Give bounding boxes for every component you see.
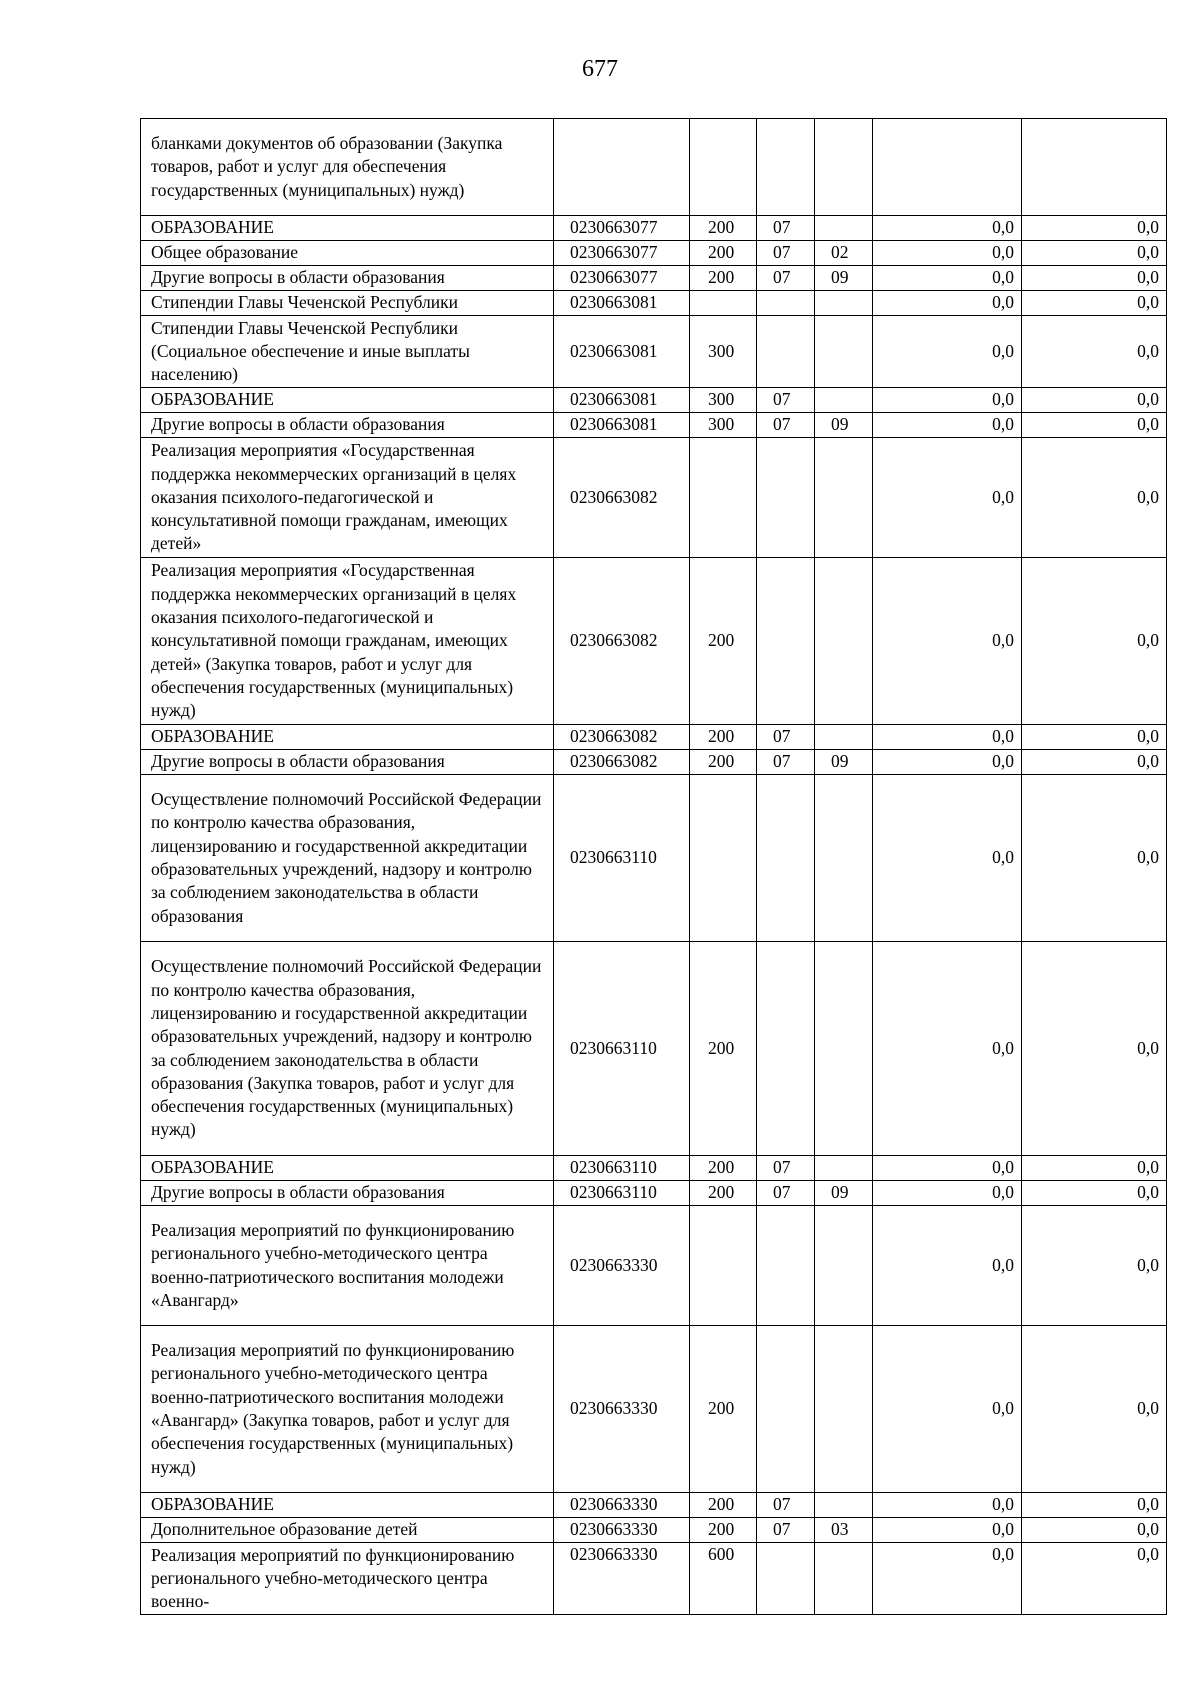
row-amount-1-cell: 0,0 bbox=[873, 1493, 1022, 1518]
table-row bbox=[141, 119, 1167, 216]
table-row bbox=[141, 1156, 1167, 1181]
row-amount-1-cell: 0,0 bbox=[873, 942, 1022, 1156]
row-section-cell: 07 bbox=[757, 1181, 815, 1206]
row-section-cell bbox=[757, 775, 815, 942]
row-amount-2-cell: 0,0 bbox=[1022, 1181, 1167, 1206]
table-row bbox=[141, 413, 1167, 438]
row-expense-type-cell: 200 bbox=[690, 1518, 757, 1543]
row-code-cell: 0230663081 bbox=[554, 413, 690, 438]
row-name-cell: бланками документов об образовании (Закупка товаров, работ и услуг для обеспечения государственных (муниципальных) нужд) bbox=[141, 119, 554, 216]
row-name-cell: ОБРАЗОВАНИЕ bbox=[141, 216, 554, 241]
row-expense-type-cell: 200 bbox=[690, 942, 757, 1156]
table-row bbox=[141, 750, 1167, 775]
row-code-cell: 0230663110 bbox=[554, 1156, 690, 1181]
row-expense-type-cell: 200 bbox=[690, 266, 757, 291]
row-section-cell: 07 bbox=[757, 1518, 815, 1543]
row-section-cell: 07 bbox=[757, 388, 815, 413]
table-row bbox=[141, 1206, 1167, 1326]
row-section-cell: 07 bbox=[757, 216, 815, 241]
row-section-cell: 07 bbox=[757, 413, 815, 438]
table-row bbox=[141, 266, 1167, 291]
row-subsection-cell bbox=[815, 316, 873, 388]
row-amount-1-cell: 0,0 bbox=[873, 750, 1022, 775]
row-code-cell: 0230663330 bbox=[554, 1326, 690, 1493]
row-amount-1-cell: 0,0 bbox=[873, 241, 1022, 266]
row-amount-1-cell: 0,0 bbox=[873, 1326, 1022, 1493]
table-row bbox=[141, 316, 1167, 388]
row-expense-type-cell: 200 bbox=[690, 1181, 757, 1206]
table-row bbox=[141, 438, 1167, 558]
row-section-cell bbox=[757, 1206, 815, 1326]
row-expense-type-cell bbox=[690, 775, 757, 942]
row-amount-2-cell bbox=[1022, 119, 1167, 216]
row-subsection-cell bbox=[815, 775, 873, 942]
row-amount-1-cell: 0,0 bbox=[873, 725, 1022, 750]
row-code-cell: 0230663330 bbox=[554, 1493, 690, 1518]
row-code-cell: 0230663081 bbox=[554, 316, 690, 388]
row-amount-2-cell: 0,0 bbox=[1022, 1206, 1167, 1326]
row-name-cell: Стипендии Главы Чеченской Республики bbox=[141, 291, 554, 316]
table-row bbox=[141, 1543, 1167, 1615]
page-number: 677 bbox=[582, 56, 618, 82]
row-subsection-cell bbox=[815, 725, 873, 750]
table-row bbox=[141, 1181, 1167, 1206]
budget-table bbox=[140, 118, 1167, 1615]
row-code-cell: 0230663330 bbox=[554, 1543, 690, 1615]
row-section-cell bbox=[757, 316, 815, 388]
row-section-cell: 07 bbox=[757, 1156, 815, 1181]
row-expense-type-cell: 200 bbox=[690, 241, 757, 266]
row-name-cell: ОБРАЗОВАНИЕ bbox=[141, 1493, 554, 1518]
row-name-cell: Реализация мероприятий по функционированию регионального учебно-методического центра военно-патриотического воспитания молодежи «Авангард» bbox=[141, 1206, 554, 1326]
row-name-cell: Осуществление полномочий Российской Федерации по контролю качества образования, лицензированию и государственной аккредитации образовательных учреждений, надзору и контролю за соблюдением законодательства в области образования (Закупка товаров, работ и услуг для обеспечения государственных (муниципальных) нужд) bbox=[141, 942, 554, 1156]
row-expense-type-cell bbox=[690, 291, 757, 316]
row-amount-1-cell: 0,0 bbox=[873, 438, 1022, 558]
table-row bbox=[141, 241, 1167, 266]
row-amount-2-cell: 0,0 bbox=[1022, 750, 1167, 775]
row-amount-1-cell: 0,0 bbox=[873, 775, 1022, 942]
row-name-cell: Общее образование bbox=[141, 241, 554, 266]
row-expense-type-cell: 300 bbox=[690, 388, 757, 413]
row-section-cell bbox=[757, 1326, 815, 1493]
row-subsection-cell bbox=[815, 119, 873, 216]
row-amount-2-cell: 0,0 bbox=[1022, 1493, 1167, 1518]
row-code-cell: 0230663110 bbox=[554, 1181, 690, 1206]
row-subsection-cell bbox=[815, 1543, 873, 1615]
row-amount-2-cell: 0,0 bbox=[1022, 291, 1167, 316]
table-row bbox=[141, 388, 1167, 413]
row-section-cell: 07 bbox=[757, 725, 815, 750]
row-name-cell: Реализация мероприятия «Государственная поддержка некоммерческих организаций в целях оказания психолого-педагогической и консультативной помощи гражданам, имеющих детей» bbox=[141, 438, 554, 558]
row-amount-1-cell: 0,0 bbox=[873, 413, 1022, 438]
row-name-cell: ОБРАЗОВАНИЕ bbox=[141, 725, 554, 750]
row-amount-2-cell: 0,0 bbox=[1022, 316, 1167, 388]
row-amount-2-cell: 0,0 bbox=[1022, 558, 1167, 725]
row-expense-type-cell: 300 bbox=[690, 316, 757, 388]
row-subsection-cell: 09 bbox=[815, 266, 873, 291]
row-amount-2-cell: 0,0 bbox=[1022, 216, 1167, 241]
row-code-cell: 0230663330 bbox=[554, 1518, 690, 1543]
table-row bbox=[141, 1518, 1167, 1543]
row-section-cell: 07 bbox=[757, 1493, 815, 1518]
row-amount-1-cell: 0,0 bbox=[873, 216, 1022, 241]
row-amount-1-cell: 0,0 bbox=[873, 388, 1022, 413]
row-name-cell: Стипендии Главы Чеченской Республики (Социальное обеспечение и иные выплаты населению) bbox=[141, 316, 554, 388]
row-expense-type-cell: 200 bbox=[690, 1326, 757, 1493]
row-expense-type-cell: 300 bbox=[690, 413, 757, 438]
row-code-cell: 0230663077 bbox=[554, 266, 690, 291]
row-expense-type-cell: 200 bbox=[690, 1156, 757, 1181]
row-expense-type-cell bbox=[690, 119, 757, 216]
row-subsection-cell: 09 bbox=[815, 1181, 873, 1206]
row-amount-2-cell: 0,0 bbox=[1022, 266, 1167, 291]
row-name-cell: ОБРАЗОВАНИЕ bbox=[141, 1156, 554, 1181]
row-code-cell: 0230663082 bbox=[554, 438, 690, 558]
row-amount-1-cell: 0,0 bbox=[873, 1518, 1022, 1543]
row-amount-2-cell: 0,0 bbox=[1022, 942, 1167, 1156]
row-name-cell: Реализация мероприятий по функционированию регионального учебно-методического центра военно-патриотического воспитания молодежи «Авангард» (Закупка товаров, работ и услуг для обеспечения государственных (муниципальных) нужд) bbox=[141, 1326, 554, 1493]
row-amount-2-cell: 0,0 bbox=[1022, 241, 1167, 266]
table-row bbox=[141, 775, 1167, 942]
row-subsection-cell bbox=[815, 1493, 873, 1518]
row-amount-2-cell: 0,0 bbox=[1022, 388, 1167, 413]
row-amount-2-cell: 0,0 bbox=[1022, 1518, 1167, 1543]
row-amount-1-cell: 0,0 bbox=[873, 1181, 1022, 1206]
row-subsection-cell: 03 bbox=[815, 1518, 873, 1543]
row-subsection-cell: 02 bbox=[815, 241, 873, 266]
row-name-cell: Другие вопросы в области образования bbox=[141, 1181, 554, 1206]
row-amount-1-cell: 0,0 bbox=[873, 558, 1022, 725]
table-row bbox=[141, 1326, 1167, 1493]
row-section-cell: 07 bbox=[757, 241, 815, 266]
row-section-cell bbox=[757, 942, 815, 1156]
row-section-cell bbox=[757, 438, 815, 558]
table-row bbox=[141, 558, 1167, 725]
row-amount-2-cell: 0,0 bbox=[1022, 1156, 1167, 1181]
row-subsection-cell: 09 bbox=[815, 413, 873, 438]
row-section-cell bbox=[757, 291, 815, 316]
row-code-cell: 0230663082 bbox=[554, 558, 690, 725]
row-name-cell: Реализация мероприятий по функционированию регионального учебно-методического центра военно- bbox=[141, 1543, 554, 1615]
row-amount-1-cell: 0,0 bbox=[873, 266, 1022, 291]
row-subsection-cell bbox=[815, 216, 873, 241]
row-amount-2-cell: 0,0 bbox=[1022, 775, 1167, 942]
row-expense-type-cell: 600 bbox=[690, 1543, 757, 1615]
row-code-cell: 0230663082 bbox=[554, 750, 690, 775]
row-section-cell bbox=[757, 1543, 815, 1615]
row-amount-1-cell: 0,0 bbox=[873, 1206, 1022, 1326]
row-amount-1-cell: 0,0 bbox=[873, 1543, 1022, 1615]
row-expense-type-cell: 200 bbox=[690, 558, 757, 725]
row-code-cell: 0230663082 bbox=[554, 725, 690, 750]
row-amount-1-cell: 0,0 bbox=[873, 316, 1022, 388]
row-code-cell: 0230663330 bbox=[554, 1206, 690, 1326]
table-row bbox=[141, 216, 1167, 241]
row-subsection-cell bbox=[815, 558, 873, 725]
row-section-cell bbox=[757, 119, 815, 216]
table-row bbox=[141, 291, 1167, 316]
row-section-cell: 07 bbox=[757, 266, 815, 291]
table-row bbox=[141, 942, 1167, 1156]
row-expense-type-cell: 200 bbox=[690, 725, 757, 750]
row-subsection-cell bbox=[815, 291, 873, 316]
table-row bbox=[141, 1493, 1167, 1518]
row-name-cell: Другие вопросы в области образования bbox=[141, 413, 554, 438]
row-amount-2-cell: 0,0 bbox=[1022, 725, 1167, 750]
row-name-cell: Реализация мероприятия «Государственная поддержка некоммерческих организаций в целях оказания психолого-педагогической и консультативной помощи гражданам, имеющих детей» (Закупка товаров, работ и услуг для обеспечения государственных (муниципальных) нужд) bbox=[141, 558, 554, 725]
row-amount-1-cell bbox=[873, 119, 1022, 216]
row-subsection-cell bbox=[815, 1326, 873, 1493]
row-amount-1-cell: 0,0 bbox=[873, 1156, 1022, 1181]
row-code-cell: 0230663081 bbox=[554, 388, 690, 413]
row-section-cell: 07 bbox=[757, 750, 815, 775]
row-subsection-cell bbox=[815, 1206, 873, 1326]
row-name-cell: Другие вопросы в области образования bbox=[141, 750, 554, 775]
row-code-cell: 0230663077 bbox=[554, 241, 690, 266]
row-code-cell: 0230663081 bbox=[554, 291, 690, 316]
row-expense-type-cell: 200 bbox=[690, 216, 757, 241]
row-name-cell: Другие вопросы в области образования bbox=[141, 266, 554, 291]
row-subsection-cell bbox=[815, 942, 873, 1156]
row-expense-type-cell: 200 bbox=[690, 1493, 757, 1518]
row-expense-type-cell: 200 bbox=[690, 750, 757, 775]
table-row bbox=[141, 725, 1167, 750]
row-amount-2-cell: 0,0 bbox=[1022, 1326, 1167, 1493]
row-name-cell: ОБРАЗОВАНИЕ bbox=[141, 388, 554, 413]
row-code-cell: 0230663077 bbox=[554, 216, 690, 241]
row-subsection-cell bbox=[815, 1156, 873, 1181]
row-code-cell bbox=[554, 119, 690, 216]
row-code-cell: 0230663110 bbox=[554, 942, 690, 1156]
row-code-cell: 0230663110 bbox=[554, 775, 690, 942]
row-amount-2-cell: 0,0 bbox=[1022, 1543, 1167, 1615]
row-subsection-cell bbox=[815, 388, 873, 413]
row-expense-type-cell bbox=[690, 438, 757, 558]
row-name-cell: Осуществление полномочий Российской Федерации по контролю качества образования, лицензированию и государственной аккредитации образовательных учреждений, надзору и контролю за соблюдением законодательства в области образования bbox=[141, 775, 554, 942]
row-expense-type-cell bbox=[690, 1206, 757, 1326]
row-name-cell: Дополнительное образование детей bbox=[141, 1518, 554, 1543]
row-amount-2-cell: 0,0 bbox=[1022, 413, 1167, 438]
row-subsection-cell bbox=[815, 438, 873, 558]
row-subsection-cell: 09 bbox=[815, 750, 873, 775]
row-section-cell bbox=[757, 558, 815, 725]
row-amount-1-cell: 0,0 bbox=[873, 291, 1022, 316]
row-amount-2-cell: 0,0 bbox=[1022, 438, 1167, 558]
